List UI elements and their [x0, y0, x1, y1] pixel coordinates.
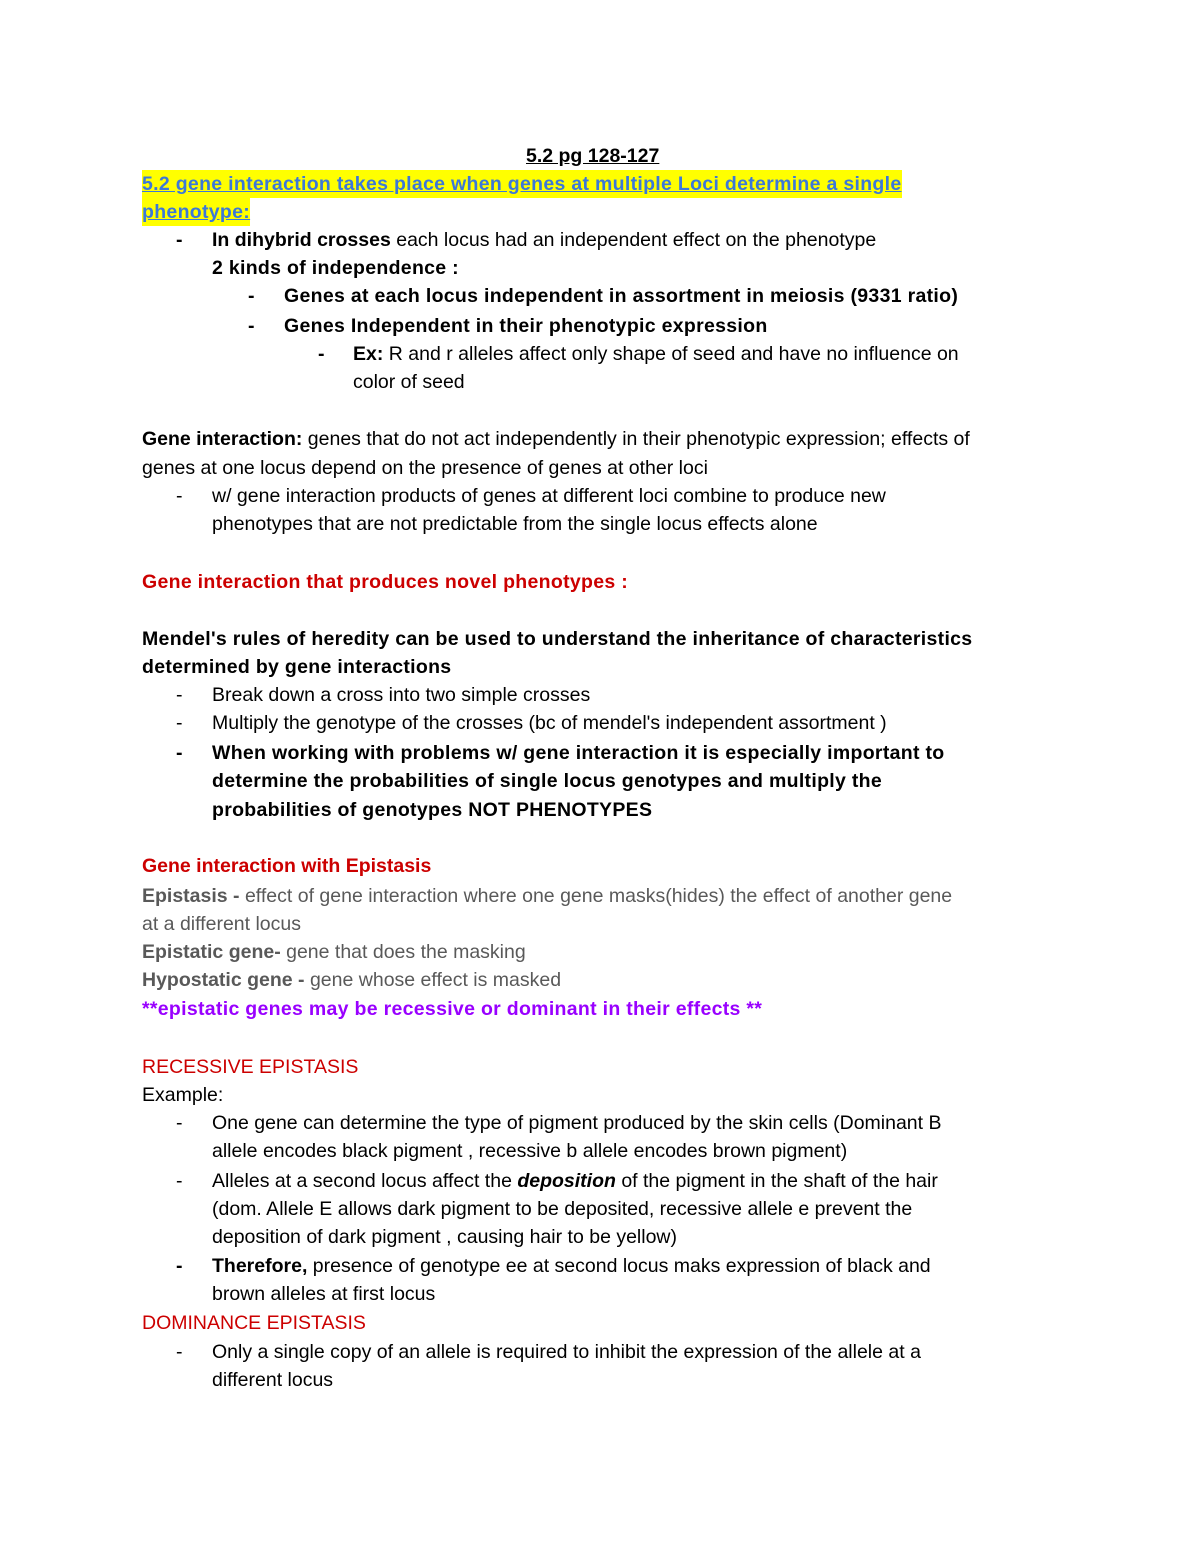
recessive-bullet-1-line-2: allele encodes black pigment , recessive b allele encodes brown pigment): [212, 1140, 848, 1162]
recessive-bullet-2-post: of the pigment in the shaft of the hair: [615, 1170, 938, 1192]
recessive-bullet-3-line-2: brown alleles at first locus: [212, 1283, 436, 1305]
section-heading-line1: 5.2 gene interaction takes place when genes at multiple Loci determine a single: [142, 170, 902, 198]
gene-interaction-text: genes that do not act independently in their phenotypic expression; effects of: [302, 428, 970, 450]
recessive-bullet-2-line-2: (dom. Allele E allows dark pigment to be deposited, recessive allele e prevent the: [212, 1198, 913, 1220]
epistasis-text: effect of gene interaction where one gene masks(hides) the effect of another gene: [239, 885, 953, 907]
example-label: Example:: [142, 1084, 224, 1106]
epistasis-label: Epistasis -: [142, 885, 240, 907]
mendel-line-2: determined by gene interactions: [142, 656, 452, 678]
example-line-1: [353, 340, 959, 368]
epistasis-note: **epistatic genes may be recessive or dominant in their effects **: [142, 998, 763, 1020]
recessive-bullet-1-line-1: One gene can determine the type of pigment produced by the skin cells (Dominant B: [212, 1112, 942, 1134]
bullet-dash: -: [176, 1112, 183, 1134]
dihybrid-text: each locus had an independent effect on the phenotype: [390, 229, 877, 251]
epistasis-heading: Gene interaction with Epistasis: [142, 855, 432, 877]
recessive-epistasis-heading: RECESSIVE EPISTASIS: [142, 1056, 359, 1078]
bullet-dash: -: [176, 684, 183, 706]
novel-phenotypes-heading: Gene interaction that produces novel phenotypes :: [142, 571, 629, 593]
dihybrid-line: [212, 226, 876, 254]
dominance-bullet-line-2: different locus: [212, 1369, 334, 1391]
mendel-bullet-1: Break down a cross into two simple crosses: [212, 684, 591, 706]
gene-interaction-bullet-line-2: phenotypes that are not predictable from the single locus effects alone: [212, 513, 818, 535]
bullet-dash: -: [176, 742, 183, 764]
recessive-bullet-2-line-1: [212, 1167, 938, 1195]
epistatic-gene-text: gene that does the masking: [280, 941, 526, 963]
recessive-bullet-2-pre: Alleles at a second locus affect the: [212, 1170, 518, 1192]
therefore-label: Therefore,: [212, 1255, 308, 1277]
hypostatic-gene-label: Hypostatic gene -: [142, 969, 305, 991]
page-title: 5.2 pg 128-127: [526, 145, 660, 167]
recessive-bullet-2-line-3: deposition of dark pigment , causing hair to be yellow): [212, 1226, 678, 1248]
mendel-line-1: Mendel's rules of heredity can be used to understand the inheritance of characteristics: [142, 628, 973, 650]
example-label: Ex:: [353, 343, 384, 365]
dominance-epistasis-heading: DOMINANCE EPISTASIS: [142, 1312, 366, 1334]
epistatic-gene-label: Epistatic gene-: [142, 941, 281, 963]
section-heading-line2: phenotype:: [142, 198, 250, 226]
example-line-2: color of seed: [353, 371, 465, 393]
kinds-of-independence: 2 kinds of independence :: [212, 257, 459, 279]
gene-interaction-label: Gene interaction:: [142, 428, 303, 450]
dihybrid-label: In dihybrid crosses: [212, 229, 391, 251]
hypostatic-gene-text: gene whose effect is masked: [304, 969, 562, 991]
recessive-bullet-3-line-1: [212, 1252, 931, 1280]
dominance-bullet-line-1: Only a single copy of an allele is required to inhibit the expression of the allele at a: [212, 1341, 921, 1363]
mendel-bullet-3-line-1: When working with problems w/ gene interaction it is especially important to: [212, 742, 945, 764]
gene-interaction-line-2: genes at one locus depend on the presence of genes at other loci: [142, 457, 708, 479]
recessive-bullet-3-text: presence of genotype ee at second locus maks expression of black and: [307, 1255, 931, 1277]
bullet-dash: -: [176, 1341, 183, 1363]
bullet-dash: -: [176, 229, 183, 251]
bullet-dash: -: [248, 315, 255, 337]
bullet-dash: -: [176, 1255, 183, 1277]
epistasis-definition-line-2: at a different locus: [142, 913, 301, 935]
epistasis-definition-line-1: [142, 882, 952, 910]
bullet-dash: -: [176, 712, 183, 734]
gene-interaction-bullet-line-1: w/ gene interaction products of genes at different loci combine to produce new: [212, 485, 886, 507]
example-text: R and r alleles affect only shape of seed and have no influence on: [383, 343, 959, 365]
bullet-dash: -: [248, 285, 255, 307]
mendel-bullet-3-line-2: determine the probabilities of single locus genotypes and multiply the: [212, 770, 883, 792]
mendel-bullet-2: Multiply the genotype of the crosses (bc of mendel's independent assortment ): [212, 712, 887, 734]
bullet-dash: -: [318, 343, 325, 365]
deposition-emphasis: deposition: [517, 1170, 616, 1192]
independence-item-1: Genes at each locus independent in assortment in meiosis (9331 ratio): [284, 285, 959, 307]
gene-interaction-line-1: [142, 425, 970, 453]
bullet-dash: -: [176, 485, 183, 507]
bullet-dash: -: [176, 1170, 183, 1192]
independence-item-2: Genes Independent in their phenotypic expression: [284, 315, 768, 337]
mendel-bullet-3-line-3: probabilities of genotypes NOT PHENOTYPES: [212, 799, 653, 821]
hypostatic-gene-line: [142, 966, 561, 994]
epistatic-gene-line: [142, 938, 526, 966]
